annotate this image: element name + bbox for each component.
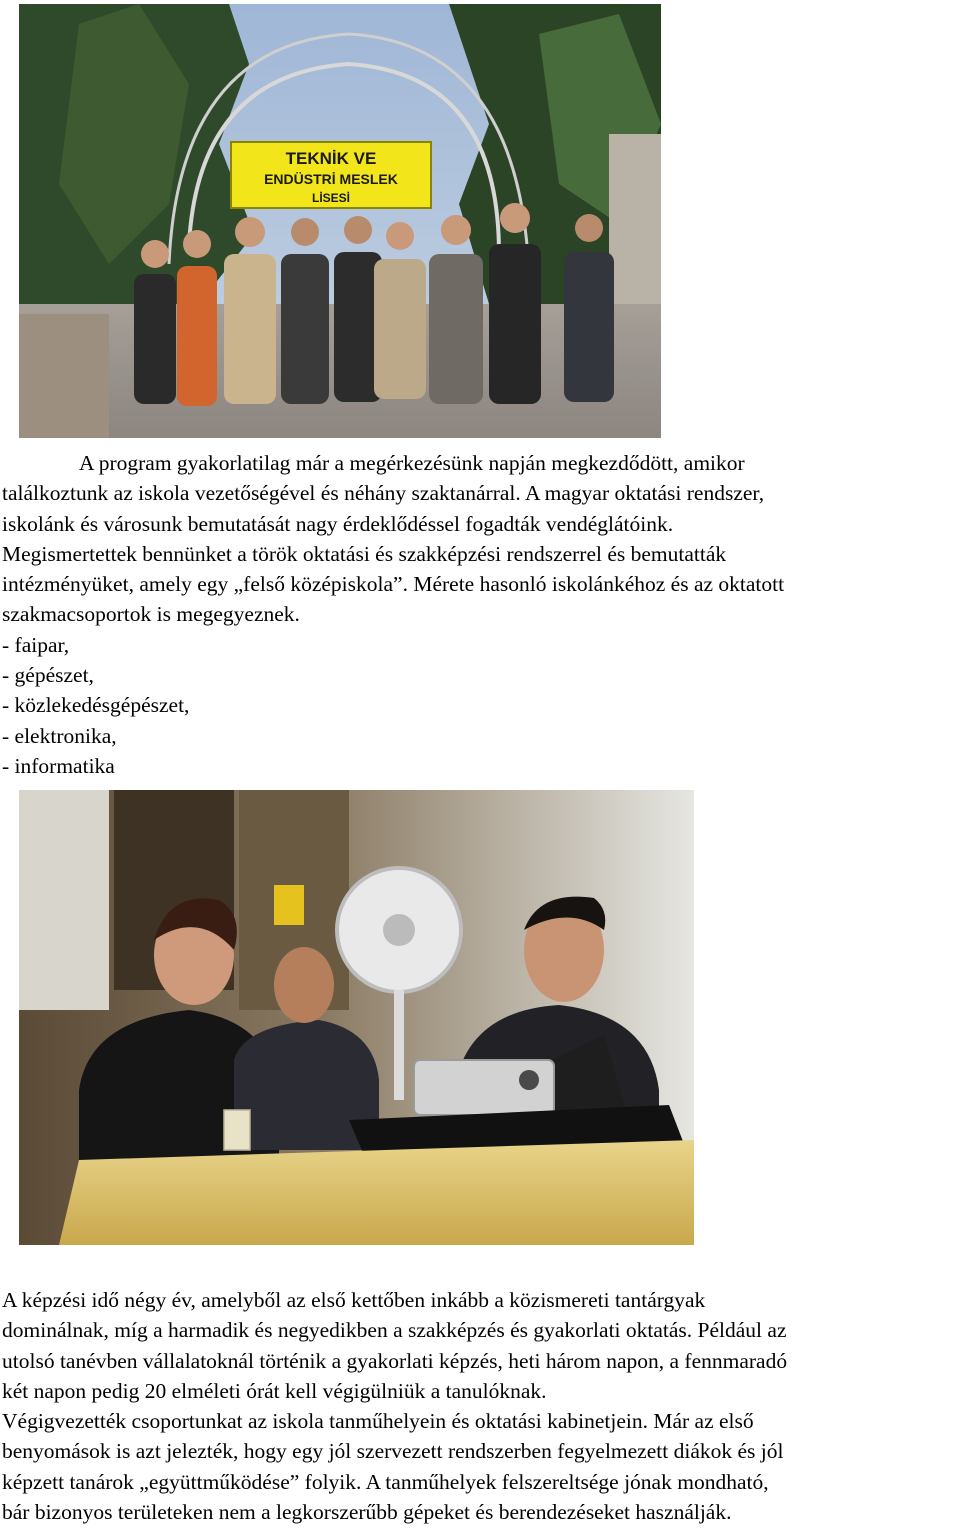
closing-line: képzett tanárok „együttműködése” folyik. A tanműhelyek felszereltsége jónak mondható, <box>2 1469 769 1494</box>
closing-line: A képzési idő négy év, amelyből az első kettőben inkább a közismereti tantárgyak <box>2 1288 706 1312</box>
closing-line: Végigvezették csoportunkat az iskola tanműhelyein és oktatási kabinetjein. Már az első <box>2 1409 754 1434</box>
closing-line: dominálnak, míg a harmadik és negyedikben a szakképzés és gyakorlati oktatás. Például az <box>2 1318 787 1343</box>
meeting-photo <box>19 790 694 1245</box>
specialty-item: - közlekedésgépészet, <box>2 693 190 718</box>
closing-line: két napon pedig 20 elméleti órát kell végigülniük a tanulóknak. <box>2 1378 547 1403</box>
specialty-item: - elektronika, <box>2 723 117 748</box>
specialty-item: - faipar, <box>2 632 70 657</box>
intro-line: találkoztunk az iskola vezetőségével és néhány szaktanárral. A magyar oktatási rendszer, <box>2 481 765 506</box>
intro-line: Megismertettek bennünket a török oktatási és szakképzési rendszerrel és bemutatták <box>2 541 727 566</box>
meeting-photo-image <box>19 790 694 1245</box>
group-photo-image <box>19 4 661 438</box>
specialty-item: - informatika <box>2 753 115 778</box>
sign-line-1: TEKNİK VE <box>285 149 377 168</box>
sign-line-3: LİSESİ <box>311 191 351 205</box>
intro-line: iskolánk és városunk bemutatását nagy érdeklődéssel fogadták vendéglátóink. <box>2 511 674 536</box>
group-photo <box>19 4 661 438</box>
closing-line: utolsó tanévben vállalatoknál történik a gyakorlati képzés, heti három napon, a fennmaradó <box>2 1348 788 1373</box>
closing-line: benyomások is azt jelezték, hogy egy jól szervezett rendszerben fegyelmezett diákok és jól <box>2 1439 784 1464</box>
closing-line: bár bizonyos területeken nem a legkorszerűbb gépeket és berendezéseket használják. <box>2 1500 732 1525</box>
sign-line-2: ENDÜSTRİ MESLEK <box>264 171 398 187</box>
intro-paragraph <box>2 448 958 781</box>
intro-line: intézményüket, amely egy „felső középiskola”. Mérete hasonló iskolánkéhoz és az oktatott <box>2 572 785 597</box>
specialty-item: - gépészet, <box>2 663 94 688</box>
intro-line: szakmacsoportok is megegyeznek. <box>2 602 300 627</box>
closing-paragraph <box>2 1285 958 1527</box>
intro-line: A program gyakorlatilag már a megérkezésünk napján megkezdődött, amikor <box>79 451 745 475</box>
